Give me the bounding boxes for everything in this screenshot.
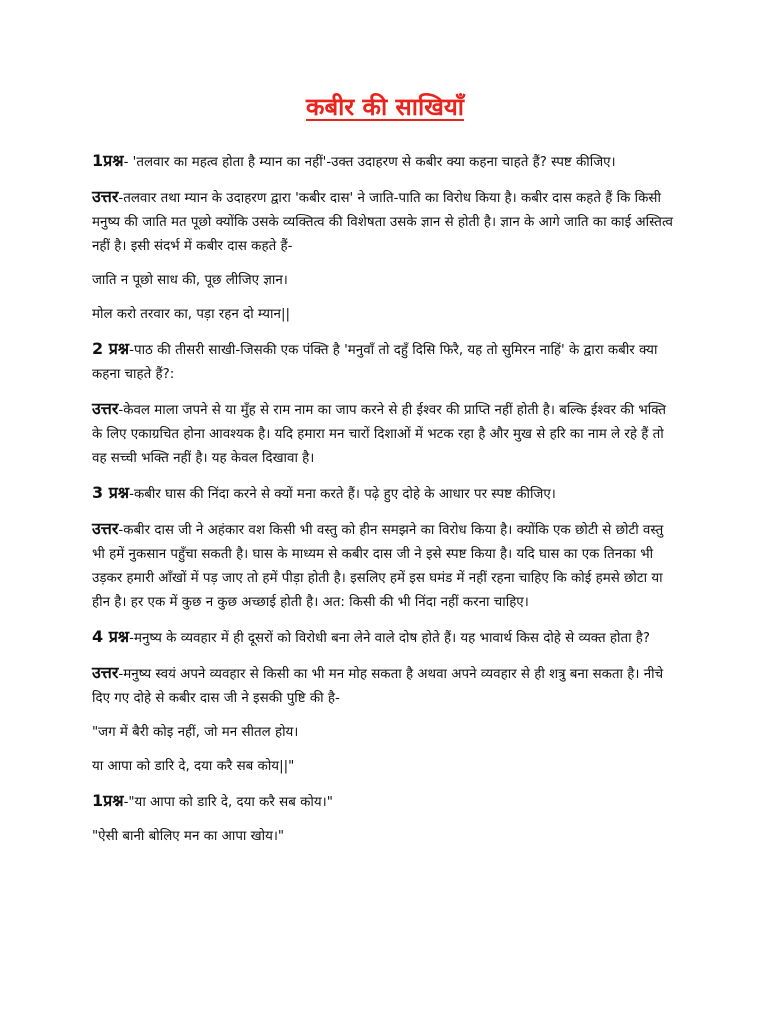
answer-4 xyxy=(92,661,678,711)
question-label: 2 प्रश्न xyxy=(92,339,130,359)
document-title: कबीर की साखियाँ xyxy=(306,93,464,121)
answer-1 xyxy=(92,185,678,259)
answer-text: -मनुष्य स्वयं अपने व्यवहार से किसी का भी मन मोह सकता है अथवा अपने व्यवहार से ही शत्रु बना सकता है। नीचे दिए गए दोहे से कबीर दास जी ने इसकी पुष्टि की है- xyxy=(92,667,664,707)
answer-2 xyxy=(92,397,678,471)
question-4 xyxy=(92,625,678,651)
answer-label: उत्तर xyxy=(92,187,119,207)
question-text: -पाठ की तीसरी साखी-जिसकी एक पंक्ति है 'मनुवाँ तो दहुँ दिसि फिरै, यह तो सुमिरन नाहिं' के द्वारा कबीर क्या कहना चाहते हैं?: xyxy=(92,343,658,383)
question-text: - 'तलवार का महत्व होता है म्यान का नहीं'-उक्त उदाहरण से कबीर क्या कहना चाहते हैं? स्पष्ट कीजिए। xyxy=(123,155,616,171)
couplet-line: "जग में बैरी कोइ नहीं, जो मन सीतल होय। xyxy=(92,725,299,741)
question-3 xyxy=(92,481,678,507)
question-label: 3 प्रश्न xyxy=(92,483,130,503)
answer-label: उत्तर xyxy=(92,399,119,419)
couplet-line: मोल करो तरवार का, पड़ा रहन दो म्यान|| xyxy=(92,307,290,323)
question-1 xyxy=(92,149,678,175)
question-2 xyxy=(92,337,678,387)
couplet-line: या आपा को डारि दे, दया करै सब कोय||" xyxy=(92,759,295,775)
answer-text: -कबीर दास जी ने अहंकार वश किसी भी वस्तु को हीन समझने का विरोध किया है। क्योंकि एक छोटी से छोटी वस्तु भी हमें नुकसान पहुँचा सकती है। घास के माध्यम से कबीर दास जी ने इसे स्पष्ट किया है। यदि घास का एक तिनका भी उड़कर हमारी आँखों में पड़ जाए तो हमें पीड़ा होती है। इसलिए हमें इस घमंड में नहीं रहना चाहिए कि कोई हमसे छोटा या हीन है। हर एक में कुछ न कुछ अच्छाई होती है। अत: किसी की भी निंदा नहीं करना चाहिए। xyxy=(92,523,664,611)
question-text: -मनुष्य के व्यवहार में ही दूसरों को विरोधी बना लेने वाले दोष होते हैं। यह भावार्थ किस दोहे से व्यक्त होता है? xyxy=(129,631,651,647)
answer-text: -तलवार तथा म्यान के उदाहरण द्वारा 'कबीर दास' ने जाति-पाति का विरोध किया है। कबीर दास कहते हैं कि किसी मनुष्य की जाति मत पूछो क्योंकि उसके व्यक्तित्व की विशेषता उसके ज्ञान से होती है। ज्ञान के आगे जाति का काई अस्तित्व नहीं है। इसी संदर्भ में कबीर दास कहते हैं- xyxy=(92,191,673,255)
question-text: -कबीर घास की निंदा करने से क्यों मना करते हैं। पढ़े हुए दोहे के आधार पर स्पष्ट कीजिए। xyxy=(129,487,556,503)
question-label: 1प्रश्न xyxy=(92,791,124,811)
question-5 xyxy=(92,789,678,815)
answer-label: उत्तर xyxy=(92,519,119,539)
answer-label: उत्तर xyxy=(92,663,119,683)
couplet-line: जाति न पूछो साध की, पूछ लीजिए ज्ञान। xyxy=(92,273,288,289)
couplet-line: "ऐसी बानी बोलिए मन का आपा खोय।" xyxy=(92,829,285,845)
answer-3 xyxy=(92,517,678,615)
question-label: 4 प्रश्न xyxy=(92,627,130,647)
answer-text: -केवल माला जपने से या मुँह से राम नाम का जाप करने से ही ईश्वर की प्राप्ति नहीं होती है। बल्कि ईश्वर की भक्ति के लिए एकाग्रचित होना आवश्यक है। यदि हमारा मन चारों दिशाओं में भटक रहा है और मुख से हरि का नाम ले रहे हैं तो वह सच्ची भक्ति नहीं है। यह केवल दिखावा है। xyxy=(92,403,667,467)
question-label: 1प्रश्न xyxy=(92,151,124,171)
question-text: -"या आपा को डारि दे, दया करै सब कोय।" xyxy=(123,795,333,811)
